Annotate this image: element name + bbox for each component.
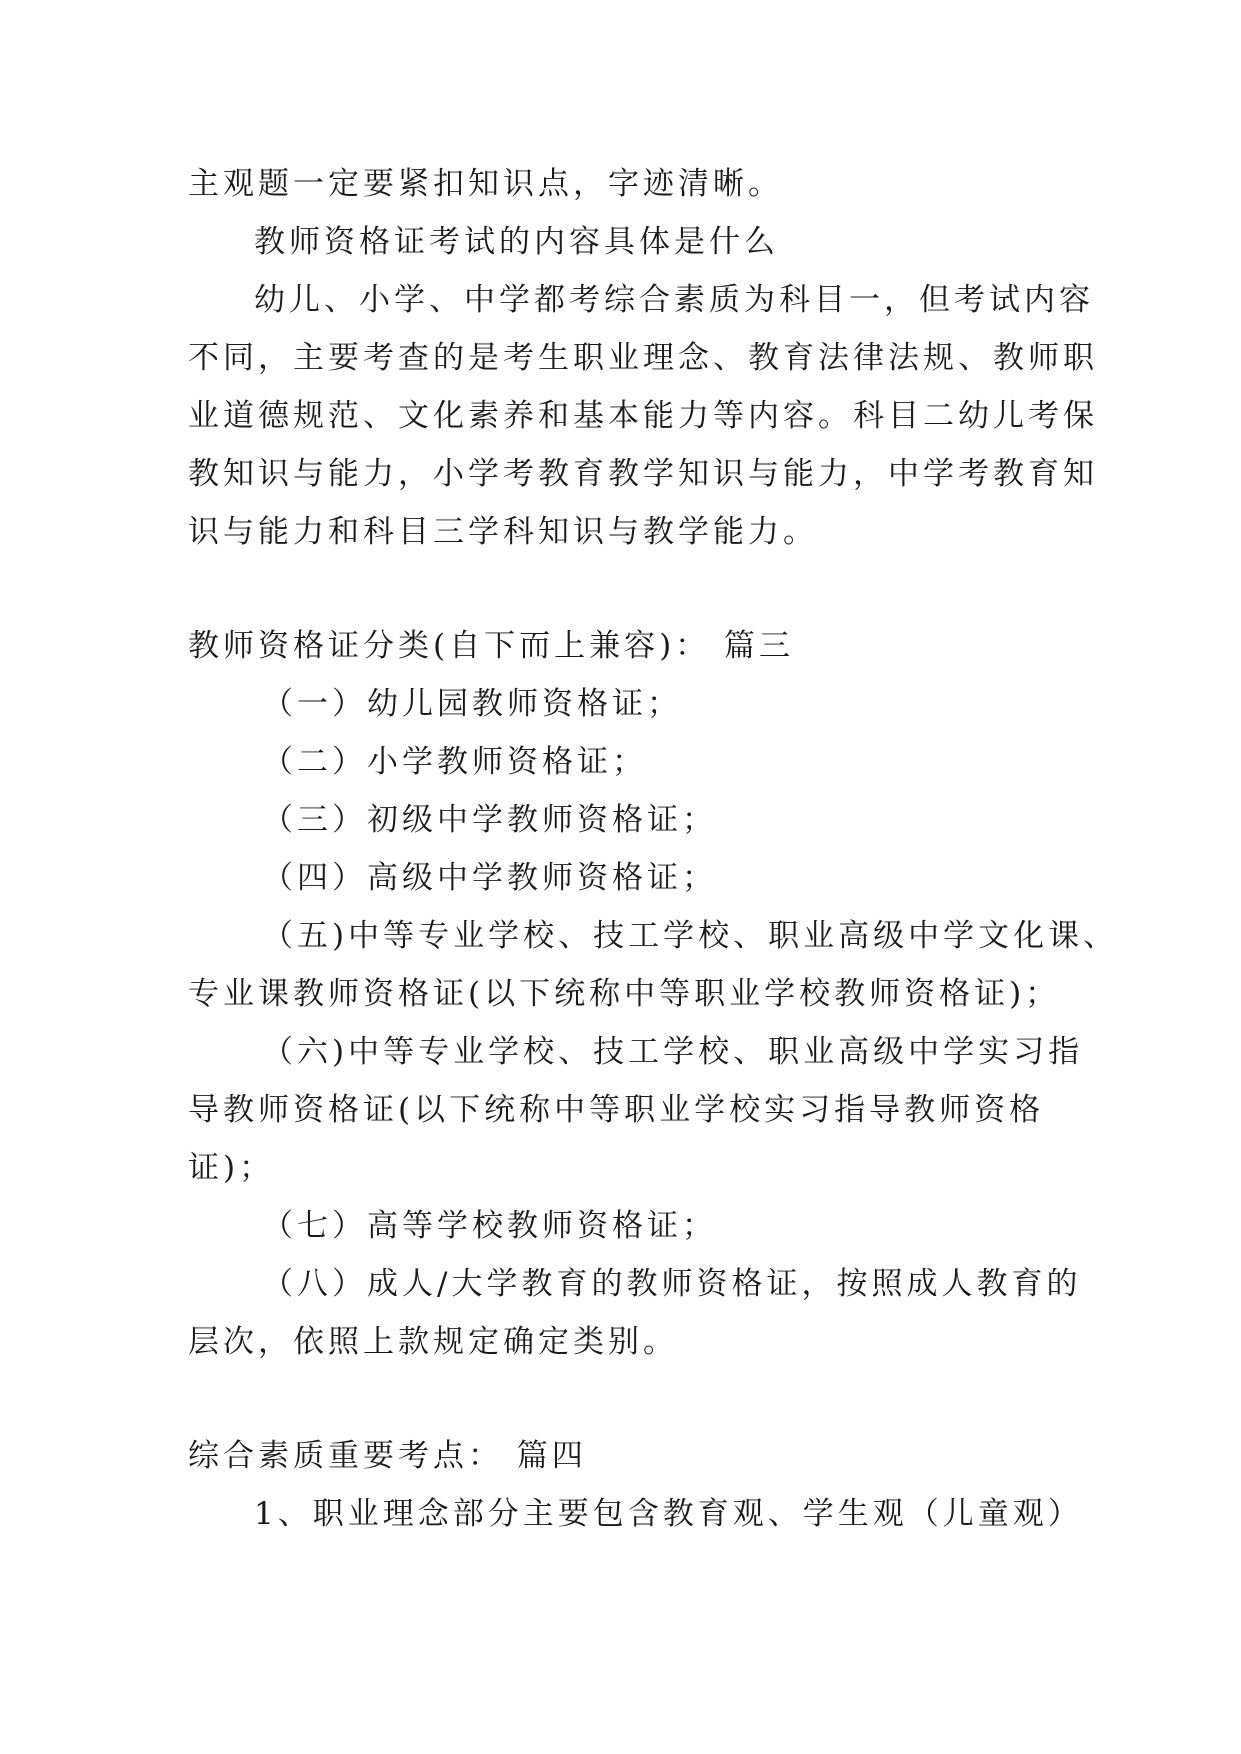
text-line: 不同，主要考查的是考生职业理念、教育法律法规、教师职 [188,340,1098,376]
list-item: （七）高等学校教师资格证； [262,1208,717,1244]
list-item: （二）小学教师资格证； [262,744,647,780]
list-item: （八）成人/大学教育的教师资格证，按照成人教育的 [262,1266,1082,1302]
section-heading: 综合素质重要考点： 篇四 [188,1438,587,1474]
section-heading: 教师资格证分类(自下而上兼容)： 篇三 [188,628,795,664]
text-line: 1、职业理念部分主要包含教育观、学生观（儿童观） [254,1496,1083,1532]
list-item: （三）初级中学教师资格证； [262,802,717,838]
text-line: 主观题一定要紧扣知识点，字迹清晰。 [188,166,783,202]
list-item: （五)中等专业学校、技工学校、职业高级中学文化课、 [262,918,1119,954]
list-item: （四）高级中学教师资格证； [262,860,717,896]
text-line: 业道德规范、文化素养和基本能力等内容。科目二幼儿考保 [188,398,1098,434]
text-line: 证)； [188,1150,275,1186]
text-line: 教知识与能力，小学考教育教学知识与能力，中学考教育知 [188,456,1098,492]
list-item: （六)中等专业学校、技工学校、职业高级中学实习指 [262,1034,1084,1070]
list-item: （一）幼儿园教师资格证； [262,686,682,722]
text-line: 识与能力和科目三学科知识与教学能力。 [188,514,818,550]
text-line: 专业课教师资格证(以下统称中等职业学校教师资格证)； [188,976,1061,1012]
text-line: 层次，依照上款规定确定类别。 [188,1324,678,1360]
text-line: 教师资格证考试的内容具体是什么 [254,224,779,260]
text-line: 导教师资格证(以下统称中等职业学校实习指导教师资格 [188,1092,1045,1128]
text-line: 幼儿、小学、中学都考综合素质为科目一，但考试内容 [254,282,1094,318]
